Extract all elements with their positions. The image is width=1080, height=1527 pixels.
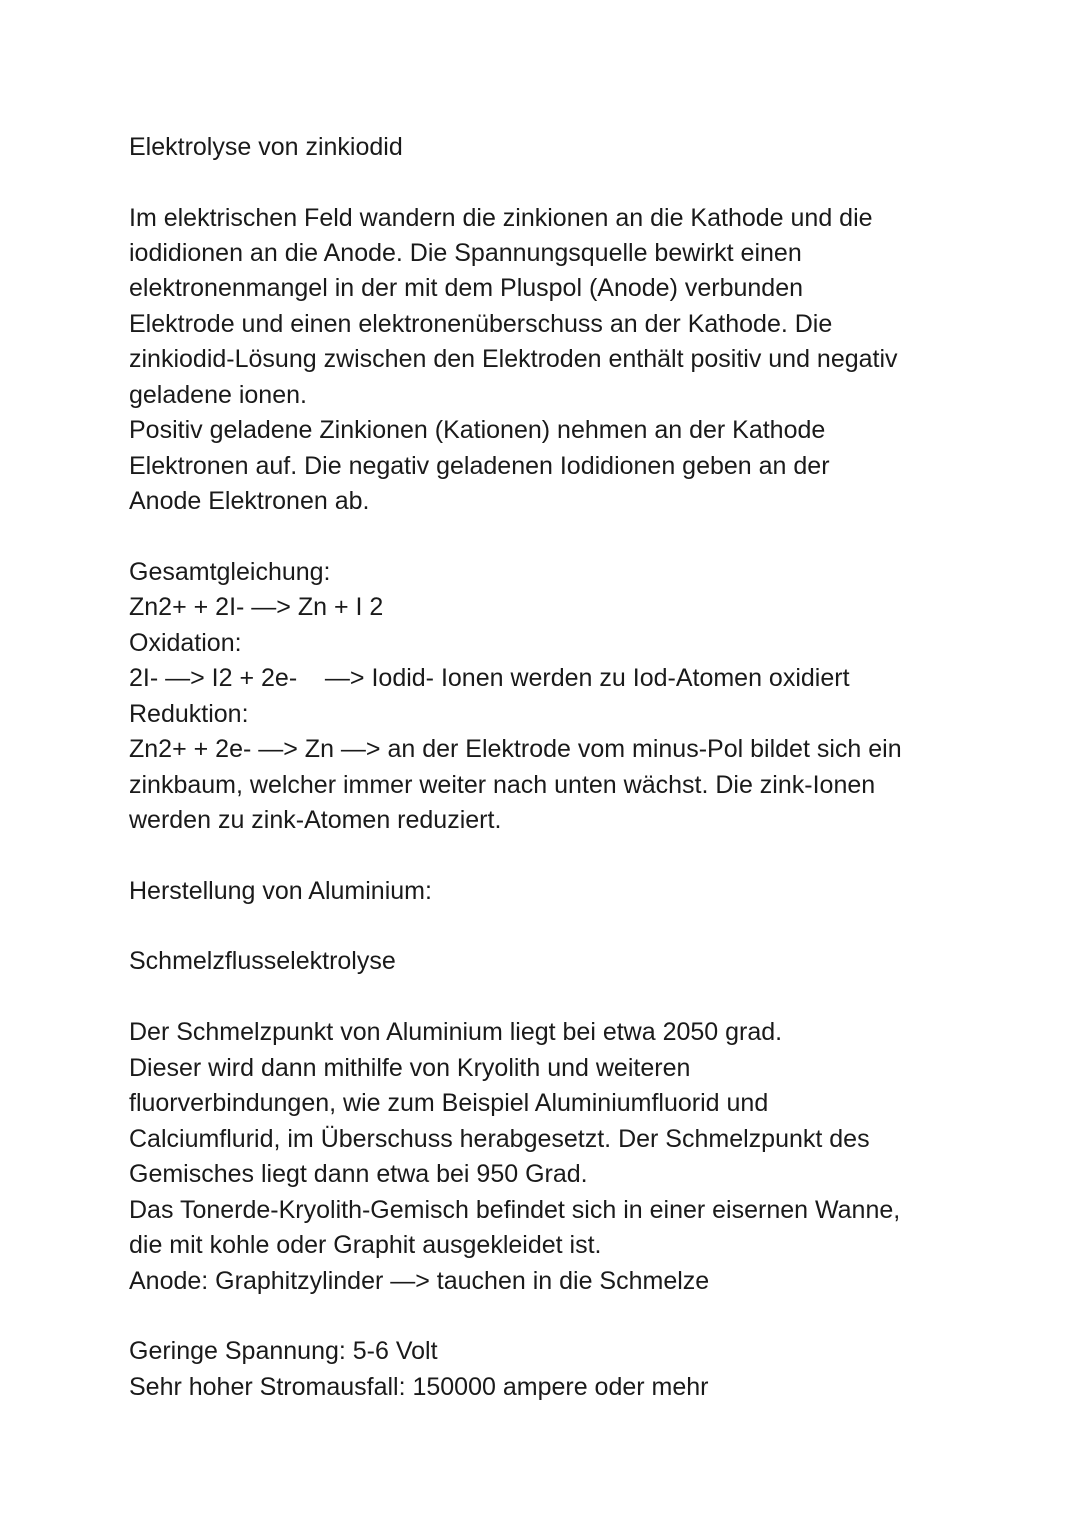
aluminium-paragraph-line: fluorverbindungen, wie zum Beispiel Aluminiumfluorid und xyxy=(129,1089,769,1117)
intro-paragraph-line: zinkiodid-Lösung zwischen den Elektroden enthält positiv und negativ xyxy=(129,345,898,373)
equation-reduction: Zn2+ + 2e- —> Zn —> an der Elektrode vom minus-Pol bildet sich ein xyxy=(129,735,902,763)
aluminium-paragraph-line: Anode: Graphitzylinder —> tauchen in die Schmelze xyxy=(129,1267,710,1295)
equation-reduction-explanation: werden zu zink-Atomen reduziert. xyxy=(129,806,502,834)
aluminium-paragraph-line: Calciumflurid, im Überschuss herabgesetzt. Der Schmelzpunkt des xyxy=(129,1125,870,1153)
aluminium-paragraph-line: die mit kohle oder Graphit ausgekleidet ist. xyxy=(129,1231,602,1259)
aluminium-paragraph-line: Das Tonerde-Kryolith-Gemisch befindet sich in einer eisernen Wanne, xyxy=(129,1196,901,1224)
aluminium-heading: Herstellung von Aluminium: xyxy=(129,877,432,905)
method-heading: Schmelzflusselektrolyse xyxy=(129,947,396,975)
intro-paragraph-line: geladene ionen. xyxy=(129,381,307,409)
intro-paragraph-line: Elektrode und einen elektronenüberschuss an der Kathode. Die xyxy=(129,310,833,338)
equation-heading-total: Gesamtgleichung: xyxy=(129,558,331,586)
equation-heading-oxidation: Oxidation: xyxy=(129,629,242,657)
equation-total: Zn2+ + 2I- —> Zn + I 2 xyxy=(129,593,384,621)
intro-paragraph-line: Positiv geladene Zinkionen (Kationen) nehmen an der Kathode xyxy=(129,416,826,444)
aluminium-paragraph-line: Der Schmelzpunkt von Aluminium liegt bei etwa 2050 grad. xyxy=(129,1018,783,1046)
equation-reduction-explanation: zinkbaum, welcher immer weiter nach unten wächst. Die zink-Ionen xyxy=(129,771,876,799)
intro-paragraph-line: Elektronen auf. Die negativ geladenen Iodidionen geben an der xyxy=(129,452,830,480)
intro-paragraph-line: iodidionen an die Anode. Die Spannungsquelle bewirkt einen xyxy=(129,239,802,267)
intro-paragraph-line: elektronenmangel in der mit dem Pluspol (Anode) verbunden xyxy=(129,274,803,302)
intro-paragraph-line: Anode Elektronen ab. xyxy=(129,487,370,515)
equation-oxidation: 2I- —> I2 + 2e- —> Iodid- Ionen werden zu Iod-Atomen oxidiert xyxy=(129,664,850,692)
fact-current: Sehr hoher Stromausfall: 150000 ampere oder mehr xyxy=(129,1373,709,1401)
document-title: Elektrolyse von zinkiodid xyxy=(129,133,403,161)
aluminium-paragraph-line: Dieser wird dann mithilfe von Kryolith und weiteren xyxy=(129,1054,691,1082)
aluminium-paragraph-line: Gemisches liegt dann etwa bei 950 Grad. xyxy=(129,1160,588,1188)
fact-voltage: Geringe Spannung: 5-6 Volt xyxy=(129,1337,438,1365)
equation-heading-reduction: Reduktion: xyxy=(129,700,249,728)
intro-paragraph-line: Im elektrischen Feld wandern die zinkionen an die Kathode und die xyxy=(129,204,873,232)
